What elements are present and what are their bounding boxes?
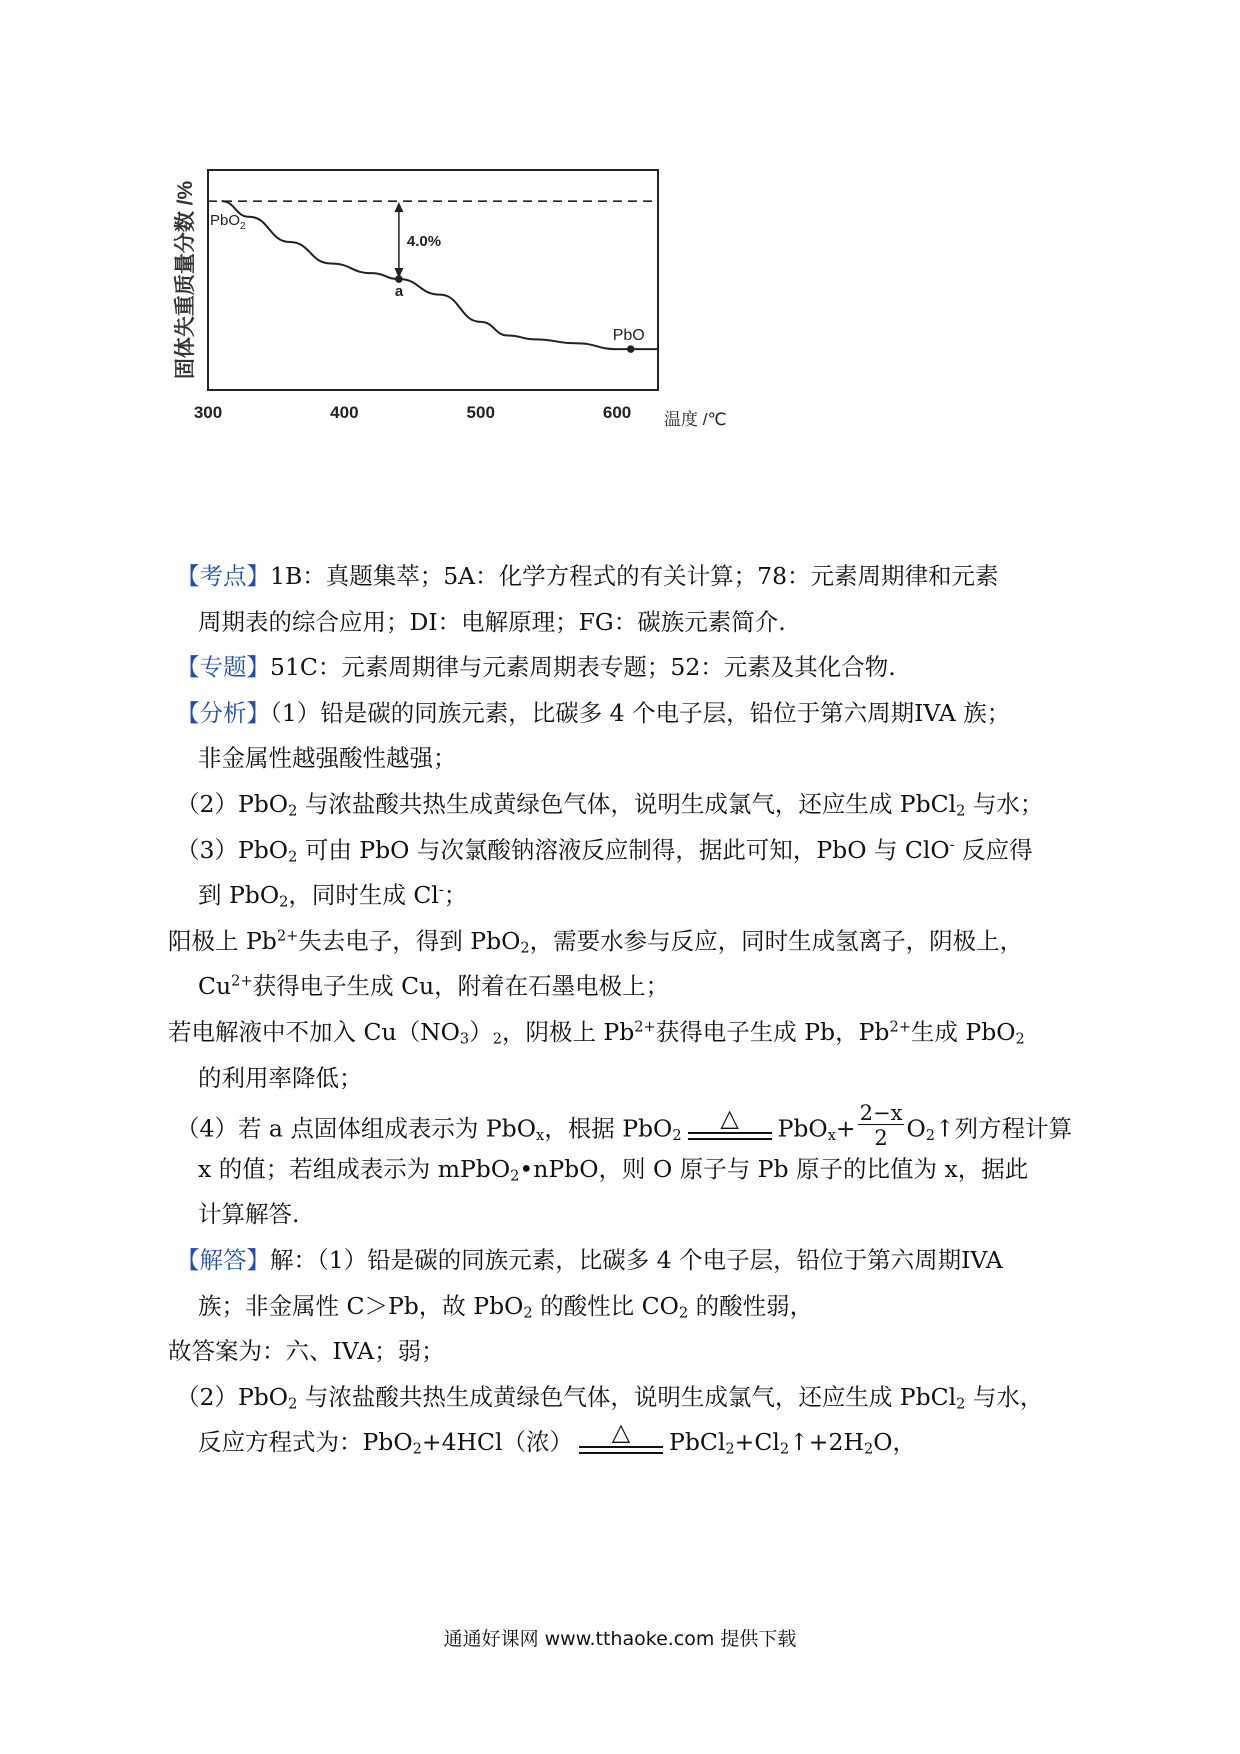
text-line: 【专题】51C：元素周期律与元素周期表专题；52：元素及其化合物. (176, 653, 896, 682)
point-a-marker (395, 275, 403, 283)
text-line: 【分析】（1）铅是碳的同族元素，比碳多 4 个电子层，铅位于第六周期IVA 族； (176, 698, 1011, 727)
text-line: x 的值；若组成表示为 mPbO$_2$•nPbO，则 O 原子与 Pb 原子的比值为 x，据此 (198, 1154, 1029, 1185)
mass-loss-curve (222, 201, 658, 349)
text-line: （3）PbO$_2$ 可由 PbO 与次氯酸钠溶液反应制得，据此可知，PbO 与 ClO- 反应得 (176, 835, 1033, 866)
end-label-pbo: PbO (612, 327, 645, 345)
text-line: 若电解液中不加入 $Cu(NO_3)_2$，阴极上 $Pb^{2+}$获得电子生成 Pb，$Pb^{2+}$生成 PbO$_2$ (168, 1018, 1025, 1048)
text-line: $Cu^{2+}$获得电子生成 Cu，附着在石墨电极上； (198, 972, 670, 1001)
text-line: 的利用率降低； (198, 1063, 363, 1092)
text-line: 到 PbO$_2$，同时生成 Cl-； (198, 881, 468, 911)
x-tick-labels (194, 403, 631, 422)
text-line: 故答案为：六、IVA；弱； (168, 1337, 445, 1366)
text-line: 【解答】解：（1）铅是碳的同族元素，比碳多 4 个电子层，铅位于第六周期IVA (176, 1246, 1003, 1274)
text-line: （4）若 a 点固体组成表示为 PbO$_x$，根据 PbO$_2$ △ PbO$_x$+ $\frac{2-x}{2}$ $O_2↑$列方程计算 (176, 1101, 1073, 1151)
drop-percentage-label: 4.0% (406, 233, 442, 251)
text-line: （2）PbO$_2$ 与浓盐酸共热生成黄绿色气体，说明生成氯气，还应生成 PbCl$_2$ 与水， (176, 1382, 1044, 1413)
text-line: 族；非金属性 C＞Pb，故 PbO$_2$ 的酸性比 $CO_2$ 的酸性弱， (198, 1291, 814, 1322)
x-tick-label: 600 (602, 403, 632, 422)
x-tick-label: 400 (330, 403, 359, 422)
tga-chart-svg (174, 160, 820, 500)
plot-frame (208, 170, 658, 390)
arrow-head-up-icon (394, 202, 403, 212)
text-line: 反应方程式为：PbO$_2$+4HCl（浓） △ $PbCl_2+Cl_2↑+2H_2O$， (198, 1417, 916, 1459)
text-line: 阳极上 $Pb^{2+}$失去电子，得到 PbO$_2$，需要水参与反应，同时生成氢离子，阴极上， (168, 926, 1024, 957)
point-a-label: a (394, 283, 404, 301)
text-line: （2）PbO$_2$ 与浓盐酸共热生成黄绿色气体，说明生成氯气，还应生成 PbCl$_2$ 与水； (176, 790, 1044, 820)
x-tick-label: 500 (466, 403, 495, 422)
y-axis-label: 固体失重质量分数 /% (174, 180, 197, 380)
text-line: 周期表的综合应用；DI：电解原理；FG：碳族元素简介. (198, 607, 786, 636)
text-line: 【考点】1B：真题集萃；5A：化学方程式的有关计算；78：元素周期律和元素 (176, 562, 999, 590)
text-line: 计算解答. (198, 1200, 300, 1229)
text-line: 非金属性越强酸性越强； (198, 744, 457, 773)
x-axis-label: 温度 /℃ (664, 410, 727, 429)
tga-chart (174, 160, 820, 500)
start-label-pbo2: PbO$_2$ (210, 212, 246, 233)
point-pbo-marker (627, 345, 635, 353)
x-tick-label: 300 (193, 403, 223, 422)
page-footer: 通通好课网 www.tthaoke.com 提供下载 (443, 1628, 797, 1650)
